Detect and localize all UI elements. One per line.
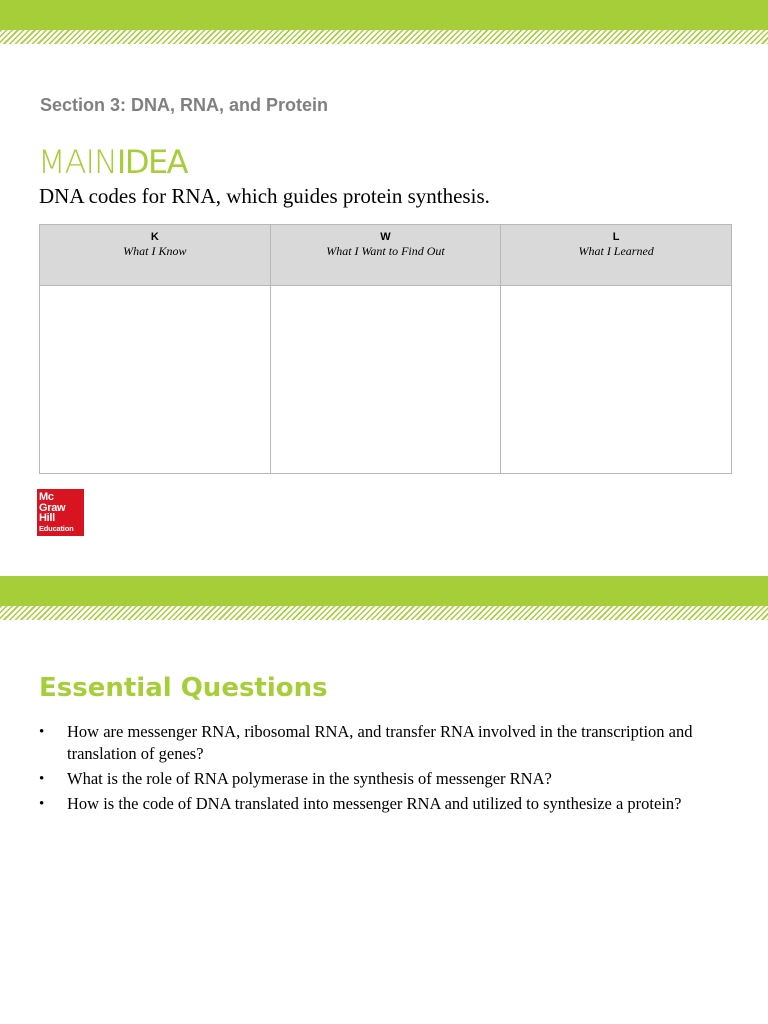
logo-text-graw: Graw [39, 501, 66, 514]
logo-text-education: Education [39, 523, 74, 533]
kwl-column-k [40, 225, 271, 286]
kwl-cell-know[interactable] [40, 286, 271, 474]
logo-text-mc: Mc [39, 491, 54, 503]
logo-text-hill: Hill [39, 512, 55, 524]
main-idea-heading [38, 142, 187, 182]
kwl-column-w [270, 225, 501, 286]
kwl-column-subtitle: What I Want to Find Out [326, 244, 445, 258]
list-item [39, 721, 729, 765]
list-item [39, 793, 729, 815]
essential-questions-list [39, 721, 729, 818]
top-hatched-band [0, 606, 768, 620]
essential-questions-title: Essential Questions [39, 673, 328, 703]
kwl-column-letter: K [150, 231, 159, 243]
main-idea-statement: DNA codes for RNA, which guides protein synthesis. [39, 184, 490, 208]
question-text: What is the role of RNA polymerase in the synthesis of messenger RNA? [67, 769, 552, 788]
section-title: Section 3: DNA, RNA, and Protein [40, 95, 329, 115]
list-item [39, 768, 729, 790]
kwl-column-letter: L [612, 231, 620, 243]
question-text: How is the code of DNA translated into messenger RNA and utilized to synthesize a protein? [67, 794, 682, 813]
kwl-cell-learned[interactable] [501, 286, 732, 474]
kwl-column-letter: W [380, 231, 391, 243]
kwl-column-l [501, 225, 732, 286]
top-green-band [0, 576, 768, 606]
question-text: How are messenger RNA, ribosomal RNA, and transfer RNA involved in the transcription and translation of genes? [67, 722, 693, 763]
slide-essential-questions [0, 576, 768, 1024]
mcgraw-hill-logo [37, 489, 84, 536]
kwl-column-subtitle: What I Know [123, 244, 187, 258]
top-green-band [0, 0, 768, 30]
kwl-column-subtitle: What I Learned [578, 244, 654, 258]
kwl-chart [39, 224, 732, 474]
main-idea-heading-main: MAIN [38, 143, 117, 181]
main-idea-heading-idea: IDEA [116, 143, 188, 181]
kwl-cell-want[interactable] [270, 286, 501, 474]
bullet-icon: • [39, 771, 45, 787]
bullet-icon: • [39, 724, 45, 740]
bullet-icon: • [39, 796, 45, 812]
top-hatched-band [0, 30, 768, 44]
